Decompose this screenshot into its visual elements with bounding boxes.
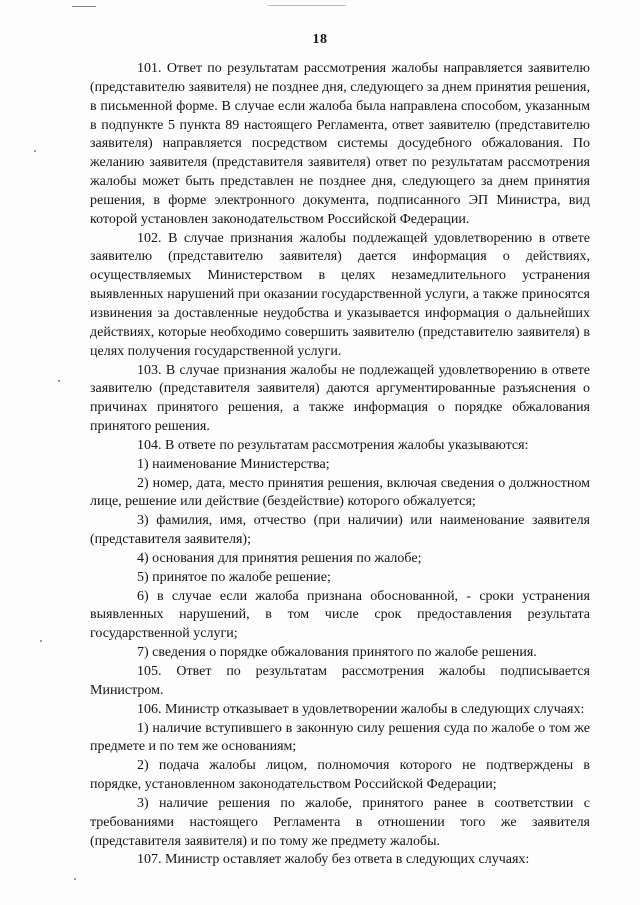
paragraph-106-item-3: 3) наличие решения по жалобе, принятого ранее в соответствии с требованиями настоящего Регламента в отношении того же заявителя (представителя заявителя) и по тому же предмету жалобы. <box>90 795 590 849</box>
paragraph-104-item-6: 6) в случае если жалоба признана обоснованной, - сроки устранения выявленных нарушений, в том числе срок предоставления результата государственной услуги; <box>90 588 590 642</box>
scan-artifact <box>34 150 36 152</box>
paragraph-104-item-4: 4) основания для принятия решения по жалобе; <box>137 550 422 566</box>
paragraph-104-item-2: 2) номер, дата, место принятия решения, включая сведения о должностном лице, решение или действие (бездействие) которого обжалуется; <box>90 475 590 510</box>
paragraph-107: 107. Министр оставляет жалобу без ответа в следующих случаях: <box>137 852 530 868</box>
paragraph-104-item-1: 1) наименование Министерства; <box>137 456 330 472</box>
paragraph-106-item-1: 1) наличие вступившего в законную силу решения суда по жалобе о том же предмете и по тем же основаниям; <box>90 720 590 755</box>
scan-artifact <box>74 878 76 880</box>
paragraph-105: 105. Ответ по результатам рассмотрения жалобы подписывается Министром. <box>90 664 590 698</box>
scan-artifact <box>72 6 96 7</box>
paragraph-104: 104. В ответе по результатам рассмотрения жалобы указываются: <box>137 437 529 453</box>
paragraph-102: 102. В случае признания жалобы подлежащей удовлетворению в ответе заявителю (представителю заявителя) дается информация о действиях, осуществляемых Министерством в целях незамедлительного устранения выявленных нарушений при оказании государственной услуги, а также приносятся извинения за доставленные неудобства и указывается информация о дальнейших действиях, которые необходимо совершить заявителю (представителю заявителя) в целях получения государственной услуги. <box>90 230 590 359</box>
scan-artifact <box>268 5 346 6</box>
paragraph-101: 101. Ответ по результатам рассмотрения жалобы направляется заявителю (представителю заявителя) не позднее дня, следующего за днем принятия решения, в письменной форме. В случае если жалоба была направлена способом, указанным в подпункте 5 пункта 89 настоящего Регламента, ответ заявителю (представителю заявителя) направляется посредством системы досудебного обжалования. По желанию заявителя (представителя заявителя) ответ по результатам рассмотрения жалобы может быть представлен не позднее дня, следующего за днем принятия решения, в форме электронного документа, подписанного ЭП Министра, вид которой установлен законодательством Российской Федерации. <box>90 61 590 227</box>
paragraph-103: 103. В случае признания жалобы не подлежащей удовлетворению в ответе заявителю (представителя заявителя) даются аргументированные разъяснения о причинах принятого решения, а также информация о порядке обжалования принятого решения. <box>90 362 590 435</box>
document-body <box>90 60 590 870</box>
paragraph-104-item-5: 5) принятое по жалобе решение; <box>137 569 331 585</box>
scan-artifact <box>40 640 42 642</box>
paragraph-106-item-2: 2) подача жалобы лицом, полномочия которого не подтверждены в порядке, установленном законодательством Российской Федерации; <box>90 758 590 793</box>
scan-artifact <box>58 380 60 382</box>
paragraph-106: 106. Министр отказывает в удовлетворении жалобы в следующих случаях: <box>137 701 585 717</box>
page-number: 18 <box>312 32 328 47</box>
paragraph-104-item-3: 3) фамилия, имя, отчество (при наличии) или наименование заявителя (представителя заявителя); <box>90 513 590 548</box>
paragraph-104-item-7: 7) сведения о порядке обжалования принятого по жалобе решения. <box>137 645 537 661</box>
